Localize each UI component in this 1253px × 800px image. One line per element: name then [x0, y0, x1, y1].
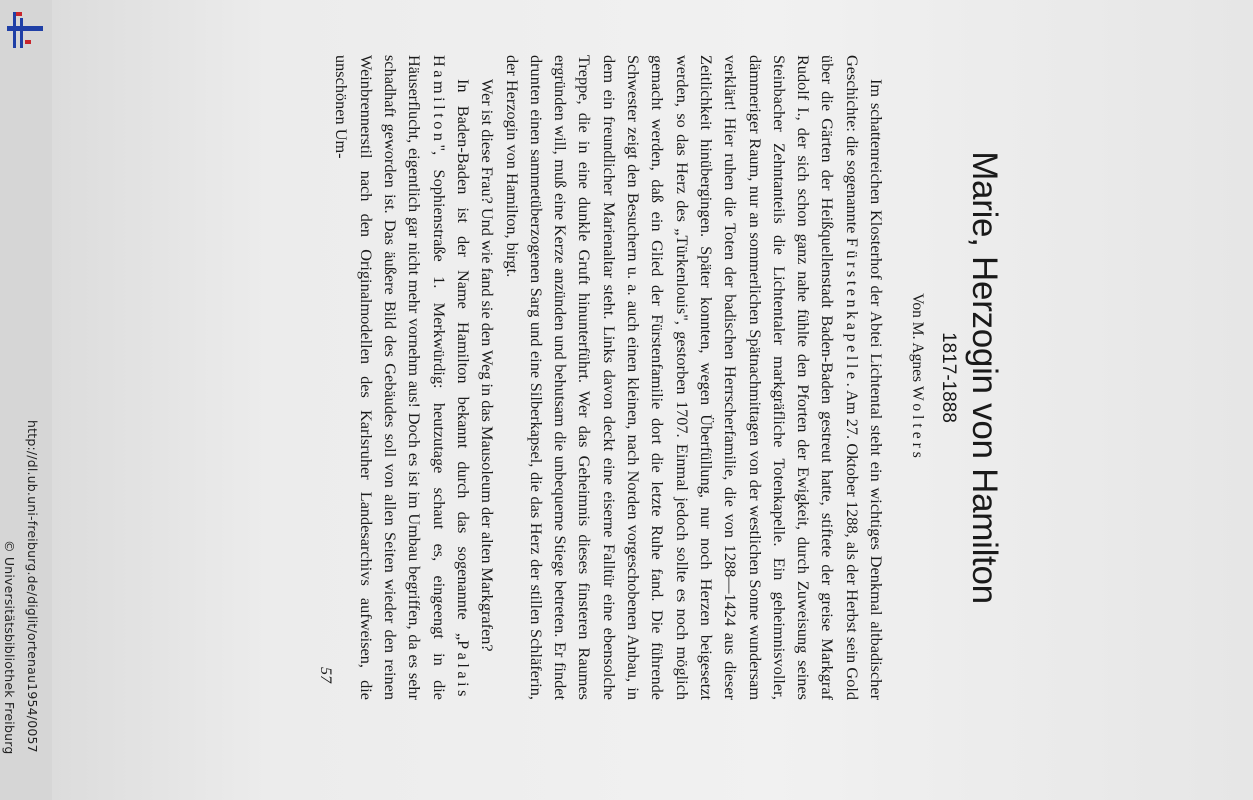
- page-number: 57: [317, 667, 334, 683]
- author-prefix: Von M. Agnes: [909, 293, 926, 383]
- source-url[interactable]: http://dl.ub.uni-freiburg.de/diglit/ortenau1954/0057: [25, 420, 40, 753]
- article-years: 1817-1888: [938, 332, 959, 423]
- library-logo-icon: [3, 8, 43, 48]
- paragraph-3-text-a: In Baden-Baden ist der Name Hamilton bekannt durch das sogenannte „: [453, 79, 473, 641]
- article-body: [329, 55, 888, 700]
- paragraph-1-spaced-term: Fürstenkapelle: [842, 237, 862, 383]
- viewer-sidebar: [0, 0, 52, 800]
- article-author: [906, 55, 928, 700]
- article-title: Marie, Herzogin von Hamilton: [965, 151, 1004, 604]
- scanned-page: [52, 0, 1253, 800]
- paragraph-1-text-b: . Am 27. Oktober 1288, als der Herbst sein Gold über die Gärten der Heißquellenstadt Baden-Baden gestreut hatte, stiftete der greise Markgraf Rudolf I., der sich schon ganz nahe fühlte den Pforten der Ewigkeit, durch Zuweisung seines Steinbacher Zehntanteils die Lichtentaler markgräfliche Totenkapelle. Ein geheimnisvoller, dämmeriger Raum, nur an sommerlichen Spätnachmittagen von der westlichen Sonne wundersam verklärt! Hier ruhen die Toten der badischen Herrscherfamilie, die von 1288—1424 aus dieser Zeitlichkeit hinübergingen. Später konnten, wegen Überfüllung, nur noch Herzen beigesetzt werden, so das Herz des „Türkenlouis", gestorben 1707. Einmal jedoch sollte es noch möglich gemacht werden, daß ein Glied der Fürstenfamilie dort die letzte Ruhe fand. Die führende Schwester zeigt den Besuchern u. a. auch einen kleinen, nach Norden vorgeschobenen Anbau, in dem ein freundlicher Marienaltar steht. Links davon deckt eine eiserne Falltür eine ebensolche Treppe, die in eine dunkle Gruft hinunterführt. Wer das Geheimnis dieses finsteren Raumes ergründen will, muß eine Kerze anzünden und behutsam die unbequeme Stiege betreten. Er findet drunten einen sammetüberzogenen Sarg und eine Silberkapsel, die das Herz der stillen Schläferin, der Herzogin von Hamilton, birgt.: [502, 55, 862, 700]
- author-name: Wolters: [909, 385, 926, 462]
- article: [217, 55, 1117, 700]
- paragraph-3-text-b: ", Sophienstraße 1. Merkwürdig: heutzutage schaut es, eingeengt in die Häuserflucht, eigentlich gar nicht mehr vornehm aus! Doch es ist im Umbau begriffen, da es sehr schadhaft geworden ist. Das äußere Bild des Gebäudes soll von allen Seiten wieder den reinen Weinbrennerstil nach den Originalmodellen des Karlsruher Landesarchivs aufweisen, die unschönen Um-: [332, 55, 449, 700]
- paragraph-3-spaced-term: Palais Hamilton: [429, 55, 473, 700]
- copyright-notice: © Universitätsbibliothek Freiburg: [2, 540, 17, 755]
- paragraph-1: [499, 55, 888, 700]
- paragraph-1-text-a: Im schattenreichen Klosterhof der Abtei Lichtental steht ein wichtiges Denkmal altbadischer Geschichte: die sogenannte: [842, 55, 886, 700]
- paragraph-2: Wer ist diese Frau? Und wie fand sie den Weg in das Mausoleum der alten Markgrafen?: [478, 79, 498, 652]
- paragraph-3: [329, 55, 475, 700]
